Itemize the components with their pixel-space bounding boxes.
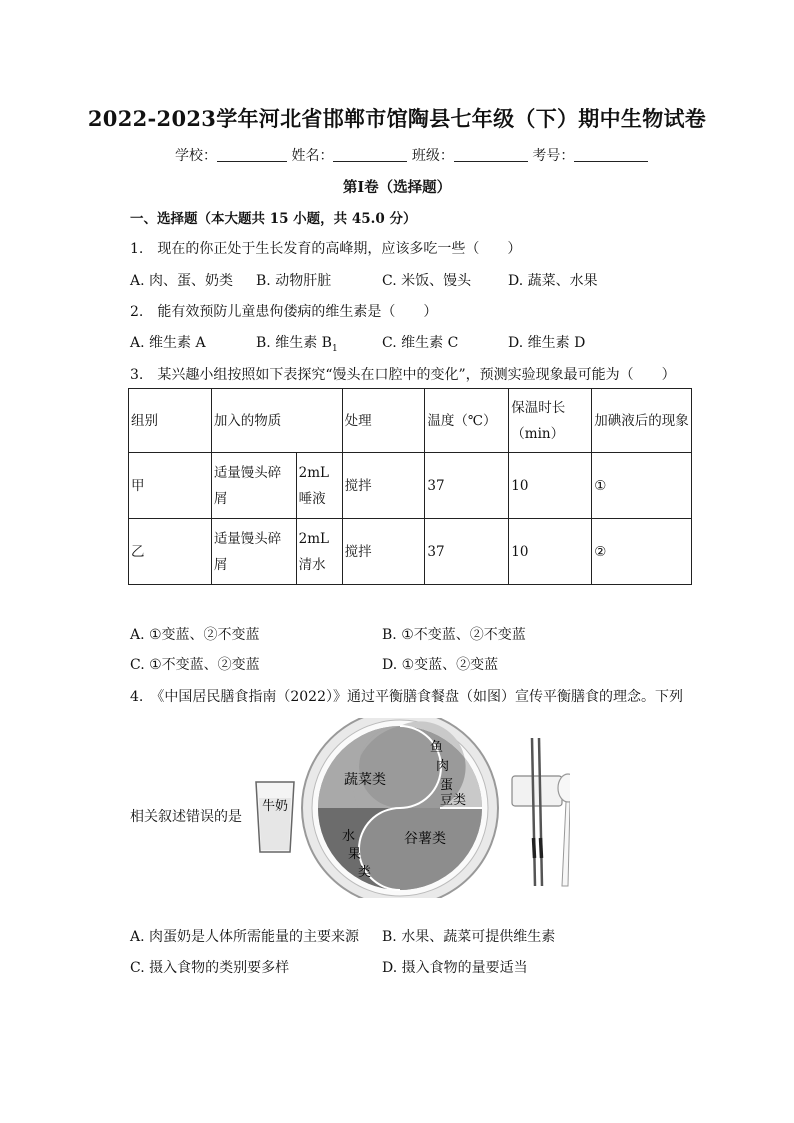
cell-process: 搅拌 [342,453,425,519]
q4-option-c: C. 摄入食物的类别要多样 [130,960,290,976]
question-4-stem: 4. 《中国居民膳食指南（2022）》通过平衡膳食餐盘（如图）宣传平衡膳食的理念。下列 [130,689,683,705]
question-1-stem: 1. 现在的你正处于生长发育的高峰期，应该多吃一些（ ） [130,241,522,257]
header-process: 处理 [342,389,425,453]
experiment-table [128,388,692,585]
q4-option-d: D. 摄入食物的量要适当 [382,960,528,976]
q1-option-d: D. 蔬菜、水果 [508,273,598,289]
header-group: 组别 [129,389,212,453]
fruit-label-3: 类 [358,865,372,880]
q2-option-b-subscript: 1 [331,343,338,354]
class-label: 班级： [411,148,454,164]
milk-glass-icon [256,782,294,852]
header-result: 加碘液后的现象 [592,389,692,453]
q2-option-a: A. 维生素 A [130,335,206,351]
section-title: 第Ⅰ卷（选择题） [342,179,452,196]
cell-temperature: 37 [425,519,509,585]
meat-label-1: 鱼 [430,740,444,755]
cell-result: ① [592,453,692,519]
q4-option-b: B. 水果、蔬菜可提供维生素 [382,929,556,945]
header-duration: 保温时长（min） [509,389,592,453]
q3-option-d: D. ①变蓝、②变蓝 [382,657,499,673]
q2-option-d: D. 维生素 D [508,335,586,351]
cell-substance: 适量馒头碎屑 [211,519,296,585]
cell-substance: 适量馒头碎屑 [211,453,296,519]
fruit-label-2: 果 [348,847,362,862]
name-label: 姓名： [291,148,334,164]
q2-option-b: B. 维生素 $B_1$ [256,335,338,354]
question-2-stem: 2. 能有效预防儿童患佝偻病的维生素是（ ） [130,304,438,320]
student-info-line [175,145,648,165]
school-blank [217,147,287,162]
school-label: 学校： [175,148,217,164]
question-3-stem: 3. 某兴趣小组按照如下表探究“馒头在口腔中的变化”，预测实验现象最可能为（ ） [130,367,676,383]
q3-option-a: A. ①变蓝、②不变蓝 [130,627,260,643]
cell-group: 乙 [129,519,212,585]
q1-option-b: B. 动物肝脏 [256,273,332,289]
chopsticks-spoon-icon [512,738,570,886]
page-title: 2022-2023学年河北省邯郸市馆陶县七年级（下）期中生物试卷 [87,106,707,131]
cell-duration: 10 [509,453,592,519]
exam-no-label: 考号： [532,148,575,164]
q4-option-a: A. 肉蛋奶是人体所需能量的主要来源 [130,929,360,945]
plate-icon [302,718,498,898]
q3-option-c: C. ①不变蓝、②变蓝 [130,657,260,673]
exam-no-blank [574,147,648,162]
balanced-diet-plate-figure [250,718,570,898]
q1-option-c: C. 米饭、馒头 [382,273,472,289]
cell-liquid: 2mL 唾液 [296,453,342,519]
cell-process: 搅拌 [342,519,425,585]
cell-group: 甲 [129,453,212,519]
grains-label: 谷薯类 [404,831,446,847]
header-temperature: 温度（℃） [425,389,509,453]
cell-temperature: 37 [425,453,509,519]
q3-option-b: B. ①不变蓝、②不变蓝 [382,627,526,643]
name-blank [333,147,407,162]
milk-label: 牛奶 [261,799,289,814]
q2-option-c: C. 维生素 C [382,335,459,351]
meat-label-4: 豆类 [440,793,467,808]
class-blank [454,147,528,162]
cell-duration: 10 [509,519,592,585]
table-row [129,519,692,585]
meat-label-2: 肉 [436,759,450,774]
question-4-stem-continued: 相关叙述错误的是 [130,809,242,825]
fruit-label-1: 水 [342,829,356,844]
cell-result: ② [592,519,692,585]
meat-label-3: 蛋 [440,778,454,793]
vegetables-label: 蔬菜类 [344,772,386,788]
header-substance: 加入的物质 [211,389,342,453]
q1-option-a: A. 肉、蛋、奶类 [130,273,234,289]
part-title: 一、选择题（本大题共 15 小题，共 45.0 分） [130,211,417,227]
table-row [129,453,692,519]
cell-liquid: 2mL 清水 [296,519,342,585]
